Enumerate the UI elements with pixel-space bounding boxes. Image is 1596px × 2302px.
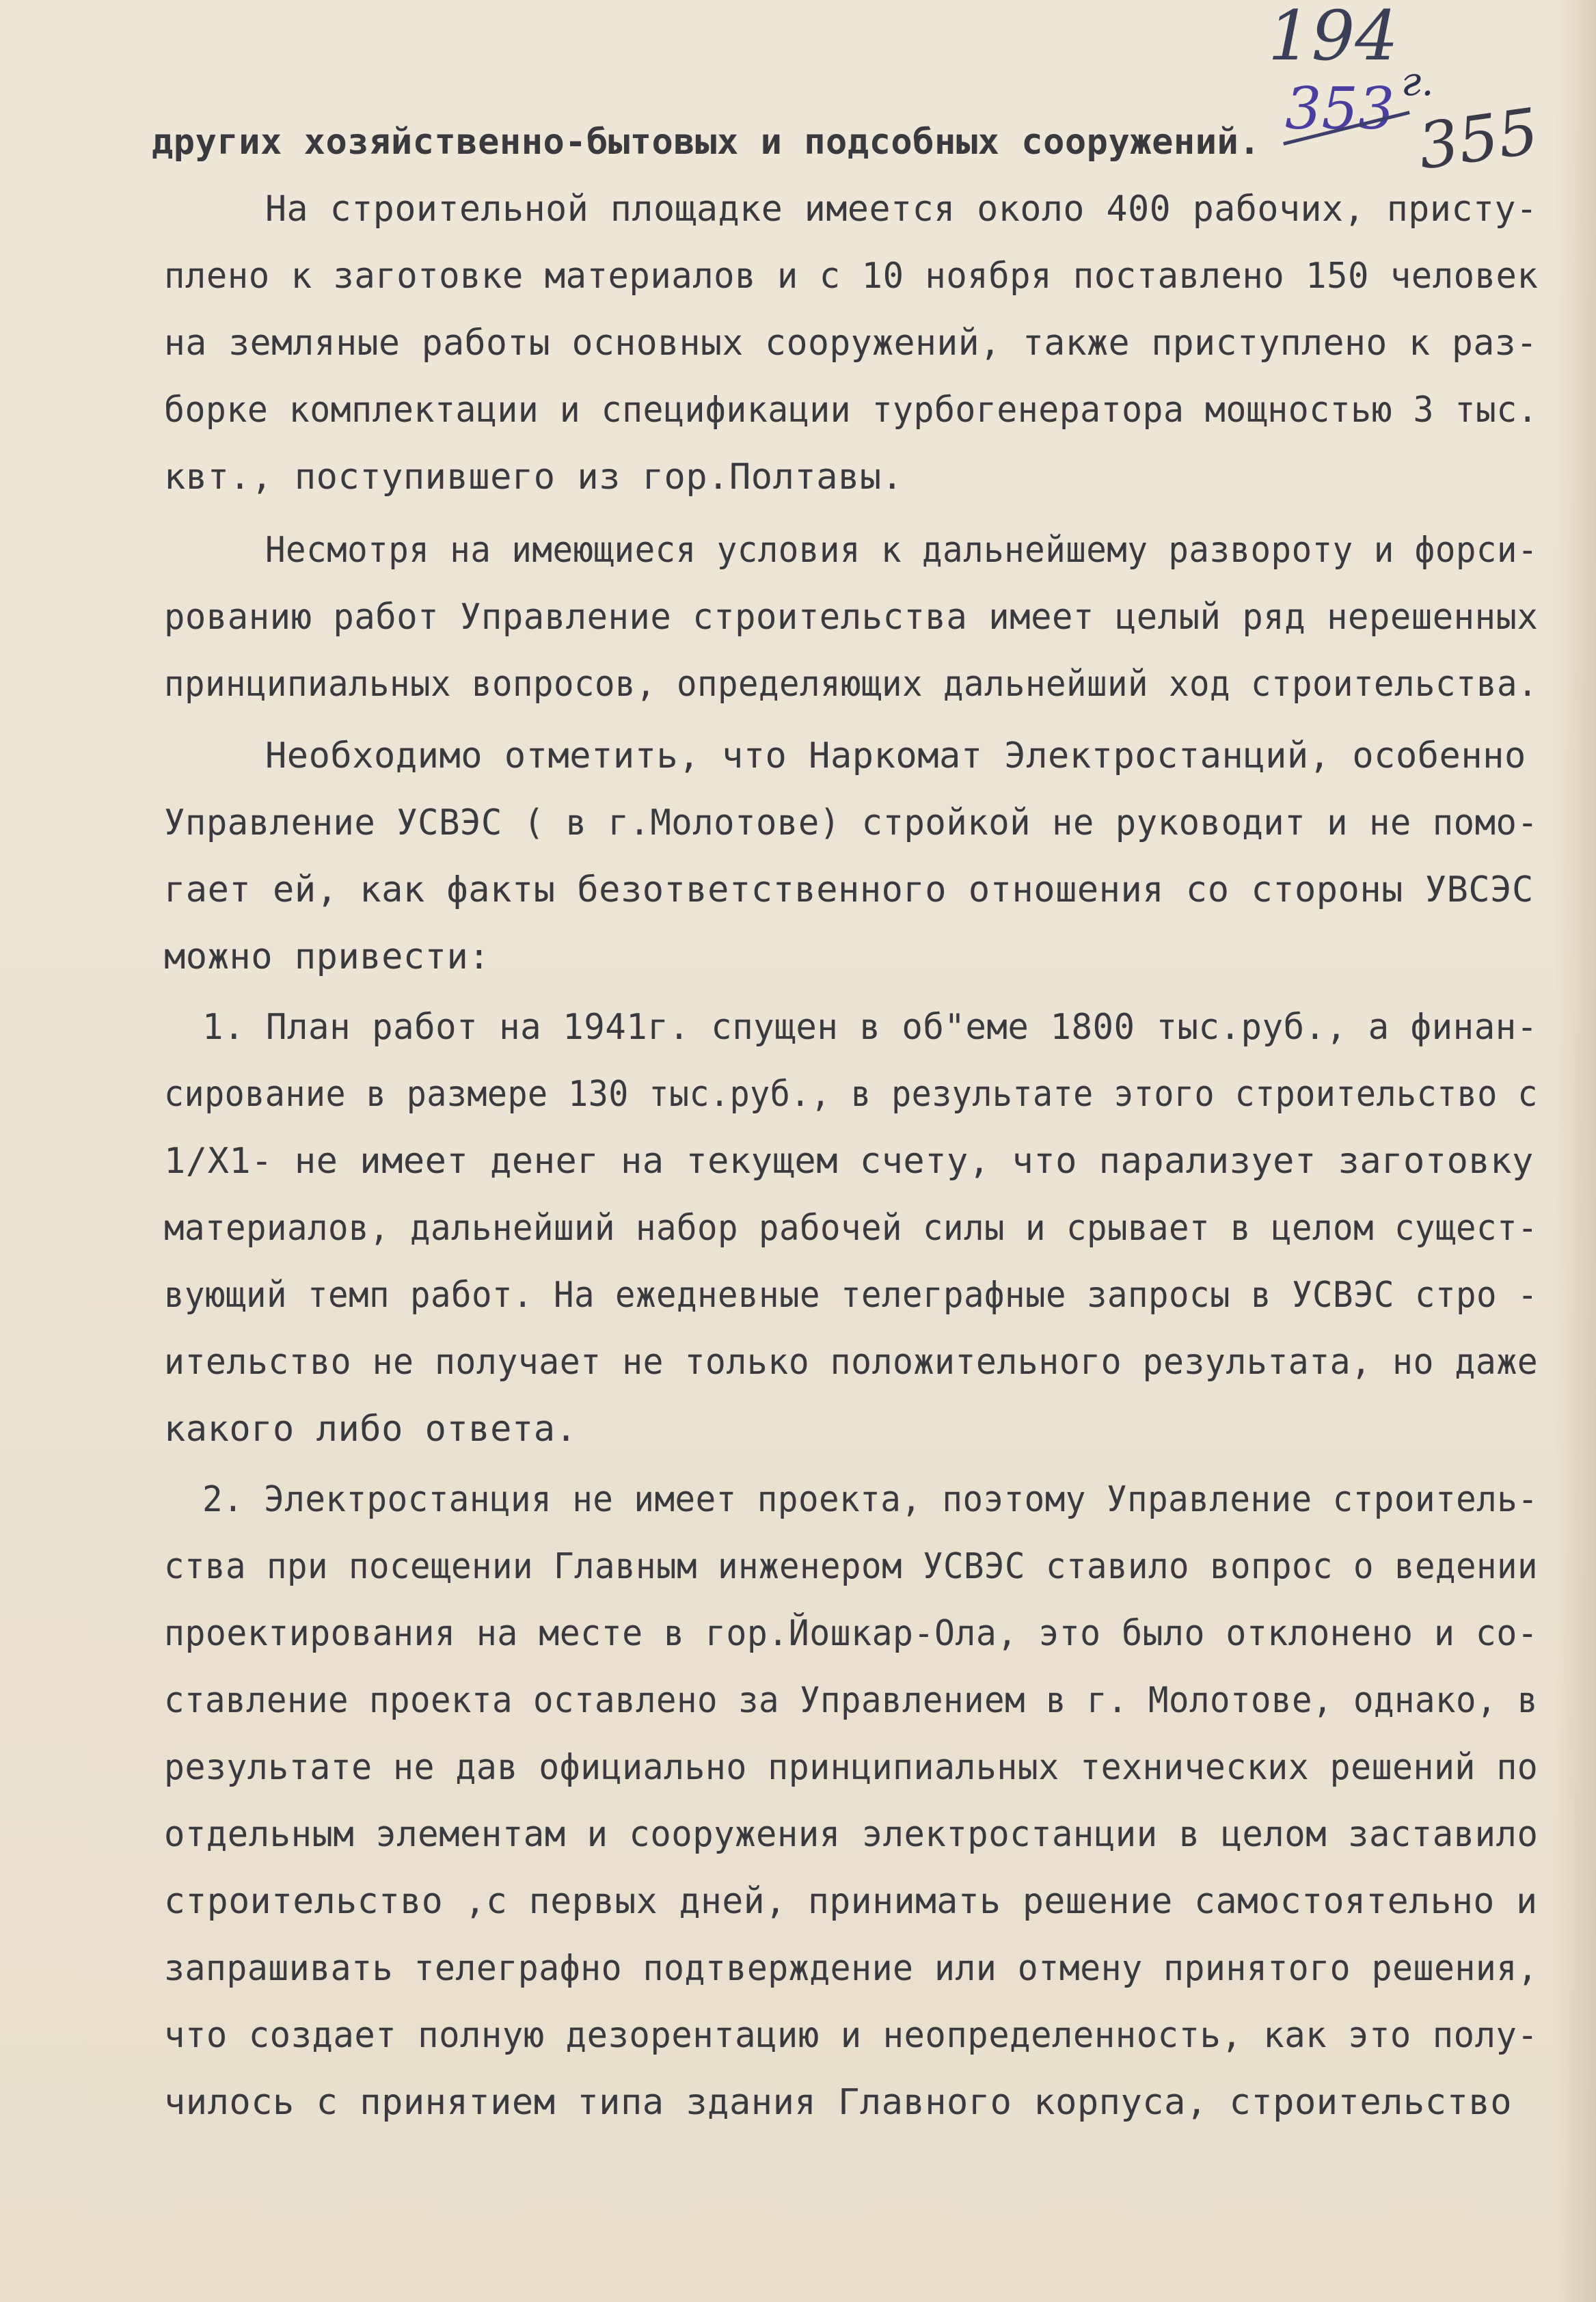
text-line: других хозяйственно-бытовых и подсобных сооружений. bbox=[152, 122, 1261, 163]
text-line: принципиальных вопросов, определяющих дальнейший ход строительства. bbox=[164, 664, 1539, 705]
text-line: чилось с принятием типа здания Главного корпуса, строительство bbox=[164, 2082, 1513, 2123]
text-line: сирование в размере 130 тыс.руб., в результате этого строительство с bbox=[164, 1074, 1538, 1115]
text-line: гает ей, как факты безответственного отношения со стороны УВСЭС bbox=[164, 869, 1534, 910]
text-line: Необходимо отметить, что Наркомат Электростанций, особенно bbox=[265, 735, 1526, 776]
text-line: 1/Х1- не имеет денег на текущем счету, что парализует заготовку bbox=[164, 1141, 1534, 1182]
text-line: 2. Электростанция не имеет проекта, поэтому Управление строитель- bbox=[202, 1479, 1539, 1520]
text-line: Управление УСВЭС ( в г.Молотове) стройкой не руководит и не помо- bbox=[164, 802, 1539, 843]
text-line: проектирования на месте в гор.Йошкар-Ола, это было отклонено и со- bbox=[164, 1613, 1539, 1654]
text-line: запрашивать телеграфно подтверждение или отмену принятого решения, bbox=[164, 1948, 1539, 1989]
text-line: плено к заготовке материалов и с 10 ноября поставлено 150 человек bbox=[164, 256, 1539, 297]
text-line: рованию работ Управление строительства имеет целый ряд нерешенных bbox=[164, 597, 1539, 638]
handwritten-page-number-355: 355 bbox=[1414, 94, 1543, 184]
text-line: какого либо ответа. bbox=[164, 1409, 578, 1450]
handwritten-suffix: г. bbox=[1401, 58, 1434, 105]
handwritten-page-number-353: 353 bbox=[1285, 75, 1395, 142]
text-line: вующий темп работ. На ежедневные телеграфные запросы в УСВЭС стро - bbox=[164, 1275, 1539, 1316]
text-line: ительство не получает не только положительного результата, но даже bbox=[164, 1342, 1539, 1383]
text-line: строительство ,с первых дней, принимать решение самостоятельно и bbox=[164, 1881, 1538, 1922]
text-line: на земляные работы основных сооружений, также приступлено к раз- bbox=[164, 323, 1538, 364]
text-line: что создает полную дезорентацию и неопределенность, как это полу- bbox=[164, 2015, 1539, 2056]
text-line: ставление проекта оставлено за Управлением в г. Молотове, однако, в bbox=[164, 1680, 1539, 1721]
text-line: борке комплектации и спецификации турбогенератора мощностью 3 тыс. bbox=[164, 390, 1539, 431]
text-line: материалов, дальнейший набор рабочей силы и срывает в целом сущест- bbox=[164, 1208, 1539, 1249]
text-line: Несмотря на имеющиеся условия к дальнейшему развороту и форси- bbox=[265, 530, 1538, 571]
text-line: можно привести: bbox=[164, 936, 491, 977]
text-line: отдельным элементам и сооружения электростанции в целом заставило bbox=[164, 1814, 1539, 1855]
text-line: результате не дав официально принципиальных технических решений по bbox=[164, 1747, 1539, 1788]
text-line: квт., поступившего из гор.Полтавы. bbox=[164, 457, 904, 498]
text-line: 1. План работ на 1941г. спущен в об"еме 1800 тыс.руб., а финан- bbox=[202, 1007, 1538, 1048]
page-edge-shadow bbox=[1555, 0, 1596, 2302]
text-line: ства при посещении Главным инженером УСВЭС ставило вопрос о ведении bbox=[164, 1546, 1539, 1587]
text-line: На строительной площадке имеется около 400 рабочих, присту- bbox=[265, 189, 1538, 230]
handwritten-page-number-194: 194 bbox=[1268, 0, 1398, 76]
